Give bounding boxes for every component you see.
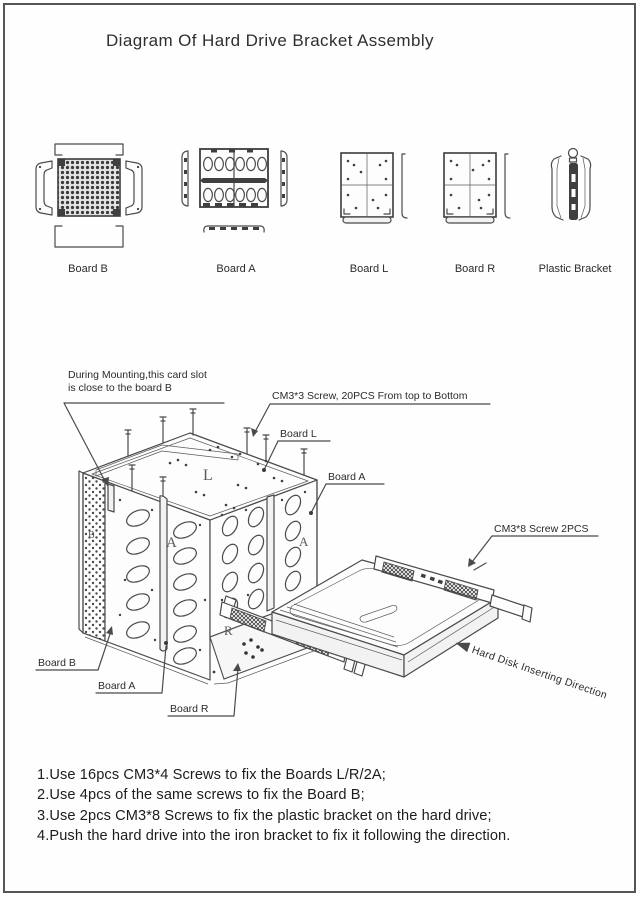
component-label-board-a: Board A (216, 263, 256, 275)
board-b-top-clamp (55, 144, 123, 155)
component-label-board-l: Board L (349, 263, 389, 275)
callout-board-a-left: Board A (98, 680, 136, 692)
instruction-line-2: 2.Use 4pcs of the same screws to fix the Board B; (37, 787, 365, 804)
assembly-diagram (0, 350, 640, 770)
board-b-right-clip (126, 161, 142, 215)
board-l-plate (341, 153, 393, 223)
board-b-left-clip (36, 161, 52, 215)
instructions-list (37, 765, 617, 846)
board-b-bottom-clamp (55, 226, 123, 247)
callout-board-l: Board L (280, 428, 317, 440)
instruction-line-4: 4.Push the hard drive into the iron bracket to fix it following the direction. (37, 827, 511, 844)
face-letter-back: B (88, 530, 95, 541)
callout-board-a-right: Board A (328, 471, 366, 483)
instruction-line-3: 3.Use 2pcs CM3*8 Screws to fix the plastic bracket on the hard drive; (37, 807, 492, 824)
board-a-plate (200, 149, 268, 207)
board-r-side-strip (505, 154, 510, 218)
insert-direction-group (453, 638, 609, 702)
component-label-board-b: Board B (68, 263, 108, 275)
callout-card-slot-note-line2: is close to the board B (68, 382, 172, 394)
callout-board-b: Board B (38, 657, 76, 669)
face-letter-bottom: R (224, 623, 233, 638)
callout-cm3-3-screw: CM3*3 Screw, 20PCS From top to Bottom (272, 390, 468, 402)
instruction-line-1: 1.Use 16pcs CM3*4 Screws to fix the Boards L/R/2A; (37, 767, 386, 783)
callout-cm3-8-screw: CM3*8 Screw 2PCS (494, 523, 589, 535)
component-label-board-r: Board R (454, 263, 496, 275)
board-l-side-strip (402, 154, 407, 218)
board-r-plate (444, 153, 496, 223)
page-title: Diagram Of Hard Drive Bracket Assembly (106, 31, 434, 50)
callout-card-slot-note-line1: During Mounting,this card slot (68, 369, 207, 381)
board-r-figure (429, 142, 529, 242)
board-a-figure (167, 138, 307, 250)
board-l-figure (326, 142, 426, 242)
face-letter-top: L (203, 467, 213, 484)
board-a-right-rail (281, 151, 287, 206)
board-a-left-rail (182, 151, 188, 206)
callout-insert-direction: Hard Disk Inserting Direction (470, 644, 609, 702)
plastic-bracket-figure (535, 142, 605, 242)
plastic-bracket-left-rail (551, 156, 563, 220)
face-letter-front: A (166, 535, 177, 551)
callout-board-r: Board R (170, 703, 209, 715)
plastic-bracket-right-rail (579, 156, 591, 220)
plastic-bracket-center-rail (569, 149, 579, 221)
board-b-mesh-plate (58, 159, 120, 216)
board-b-figure (15, 140, 165, 258)
face-letter-right: A (299, 534, 309, 549)
board-a-bottom-strip (204, 226, 264, 232)
component-label-plastic-bracket: Plastic Bracket (538, 263, 612, 275)
